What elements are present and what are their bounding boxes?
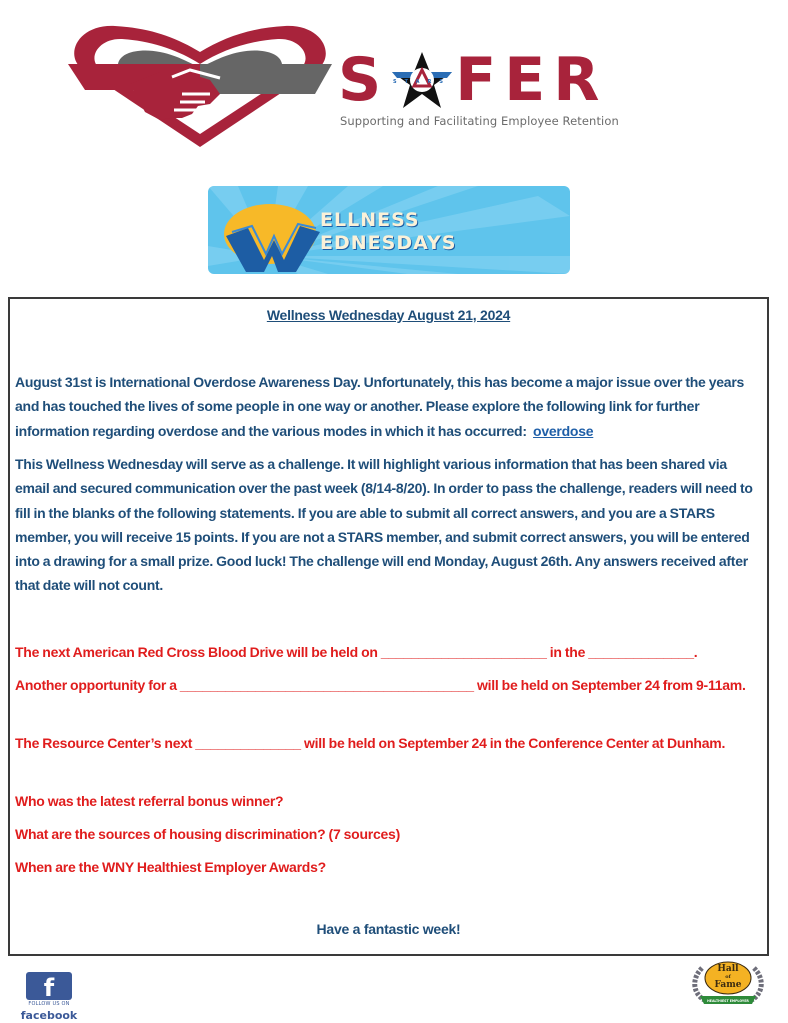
facebook-wordmark: facebook [20, 1009, 78, 1022]
facebook-follow-text: FOLLOW US ON [28, 1001, 70, 1007]
stars-star-icon [389, 50, 455, 110]
newsletter-box [8, 297, 769, 956]
question-opportunity: Another opportunity for a _______________________________________ will be held on September 24 from 9-11am. [15, 677, 746, 693]
question-blood-drive: The next American Red Cross Blood Drive will be held on ______________________ in the ______________. [15, 644, 698, 660]
safer-logo [60, 22, 700, 152]
hall-of-fame-ribbon-text: HEALTHIEST EMPLOYER [707, 999, 749, 1003]
hall-of-fame-line-3: Fame [714, 980, 742, 990]
logo-tagline: Supporting and Facilitating Employee Retention [340, 114, 619, 128]
challenge-paragraph: This Wellness Wednesday will serve as a challenge. It will highlight various information that has been shared via email and secured communication over the past week (8/14-8/20). In order to pass the challenge, readers will need to fill in the blanks of the following statements. If you are able to submit all correct answers, and you are a STARS member, you will receive 15 points. If you are not a STARS member, and submit correct answers, you will be entered into a drawing for a small prize. Good luck! The challenge will end Monday, August 26th. Any answers received after that date will not count. [15, 456, 753, 594]
banner-line-1: ELLNESS [320, 209, 420, 231]
intro-text: August 31st is International Overdose Awareness Day. Unfortunately, this has become a major issue over the years and has touched the lives of some people in one way or another. Please explore the following link for further information regarding overdose and the various modes in which it has occurred: [15, 374, 745, 439]
overdose-link[interactable]: overdose [533, 422, 594, 439]
facebook-icon: f [26, 972, 72, 1000]
facebook-follow-badge[interactable] [14, 972, 84, 1023]
question-healthiest-employer: When are the WNY Healthiest Employer Awards? [15, 859, 326, 875]
wellness-wednesdays-banner [208, 186, 570, 274]
question-resource-center: The Resource Center’s next ______________ will be held on September 24 in the Conference Center at Dunham. [15, 735, 726, 751]
question-referral-bonus: Who was the latest referral bonus winner? [15, 793, 284, 809]
newsletter-title: Wellness Wednesday August 21, 2024 [266, 307, 511, 323]
hall-of-fame-line-1: Hall [717, 964, 739, 974]
logo-letters-fer: FER [455, 45, 608, 115]
stars-badge-text: STARS [393, 79, 452, 85]
banner-line-2: EDNESDAYS [320, 232, 457, 254]
hall-of-fame-line-2: of [725, 974, 731, 980]
heart-handshake-icon [60, 22, 340, 152]
hall-of-fame-badge [688, 960, 768, 1018]
logo-letter-s: S [338, 45, 390, 115]
safer-wordmark [338, 45, 608, 115]
intro-paragraph [15, 370, 763, 443]
closing-message: Have a fantastic week! [316, 921, 461, 937]
question-housing-discrimination: What are the sources of housing discrimination? (7 sources) [15, 826, 400, 842]
